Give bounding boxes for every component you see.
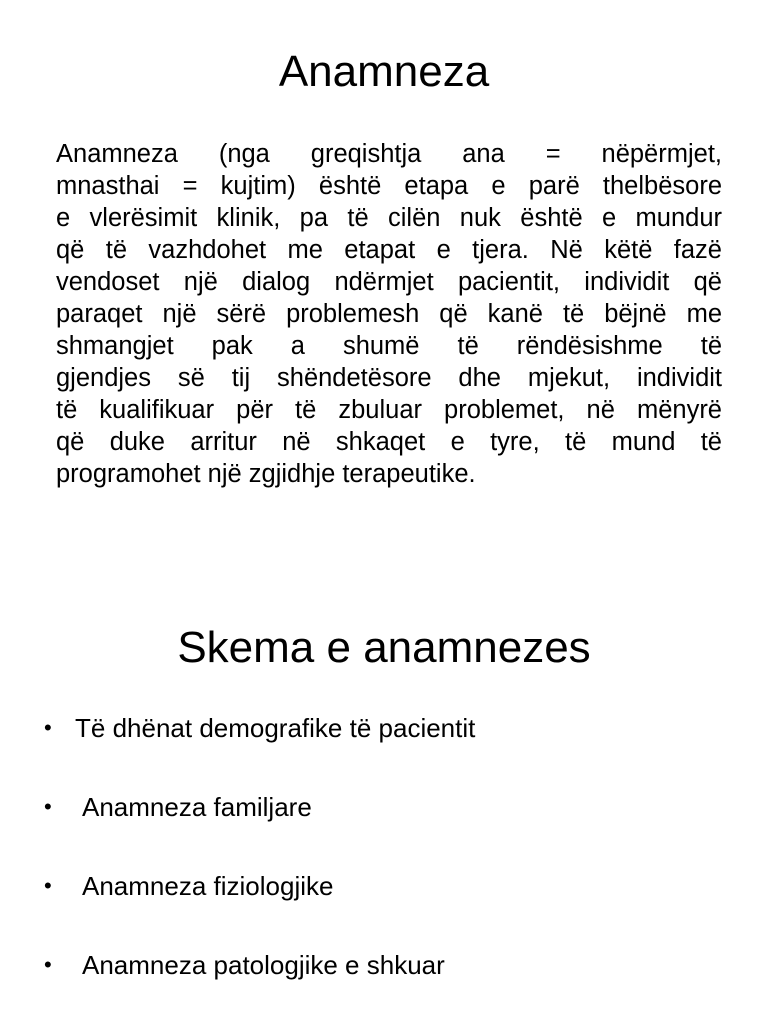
- paragraph-line: vendoset një dialog ndërmjet pacientit, individit që: [56, 268, 722, 296]
- paragraph-line: shmangjet pak a shumë të rëndësishme të: [56, 332, 722, 360]
- list-item-text: Të dhënat demografike të pacientit: [75, 713, 476, 743]
- bullet-icon: •: [44, 715, 52, 740]
- paragraph-line: e vlerësimit klinik, pa të cilën nuk është e mundur: [56, 204, 722, 232]
- bullet-icon: •: [44, 794, 52, 819]
- paragraph-line: që të vazhdohet me etapat e tjera. Në këtë fazë: [56, 236, 722, 264]
- list-item-text: Anamneza patologjike e shkuar: [82, 950, 445, 980]
- paragraph-line: të kualifikuar për të zbuluar problemet, në mënyrë: [56, 396, 722, 424]
- list-item-text: Anamneza familjare: [82, 792, 312, 822]
- section-title-skema: Skema e anamnezes: [177, 623, 591, 672]
- paragraph-line: mnasthai = kujtim) është etapa e parë thelbësore: [56, 172, 722, 200]
- bullet-icon: •: [44, 952, 52, 977]
- paragraph-line: që duke arritur në shkaqet e tyre, të mund të: [56, 428, 722, 456]
- paragraph-line: Anamneza (nga greqishtja ana = nëpërmjet,: [56, 140, 722, 168]
- list-item-text: Anamneza fiziologjike: [82, 871, 334, 901]
- paragraph-line: programohet një zgjidhje terapeutike.: [56, 460, 476, 488]
- anamneza-definition-paragraph: [56, 138, 722, 490]
- section-title-anamneza: Anamneza: [278, 47, 490, 96]
- paragraph-line: paraqet një sërë problemesh që kanë të bëjnë me: [56, 300, 722, 328]
- bullet-icon: •: [44, 873, 52, 898]
- paragraph-line: gjendjes së tij shëndetësore dhe mjekut, individit: [56, 364, 722, 392]
